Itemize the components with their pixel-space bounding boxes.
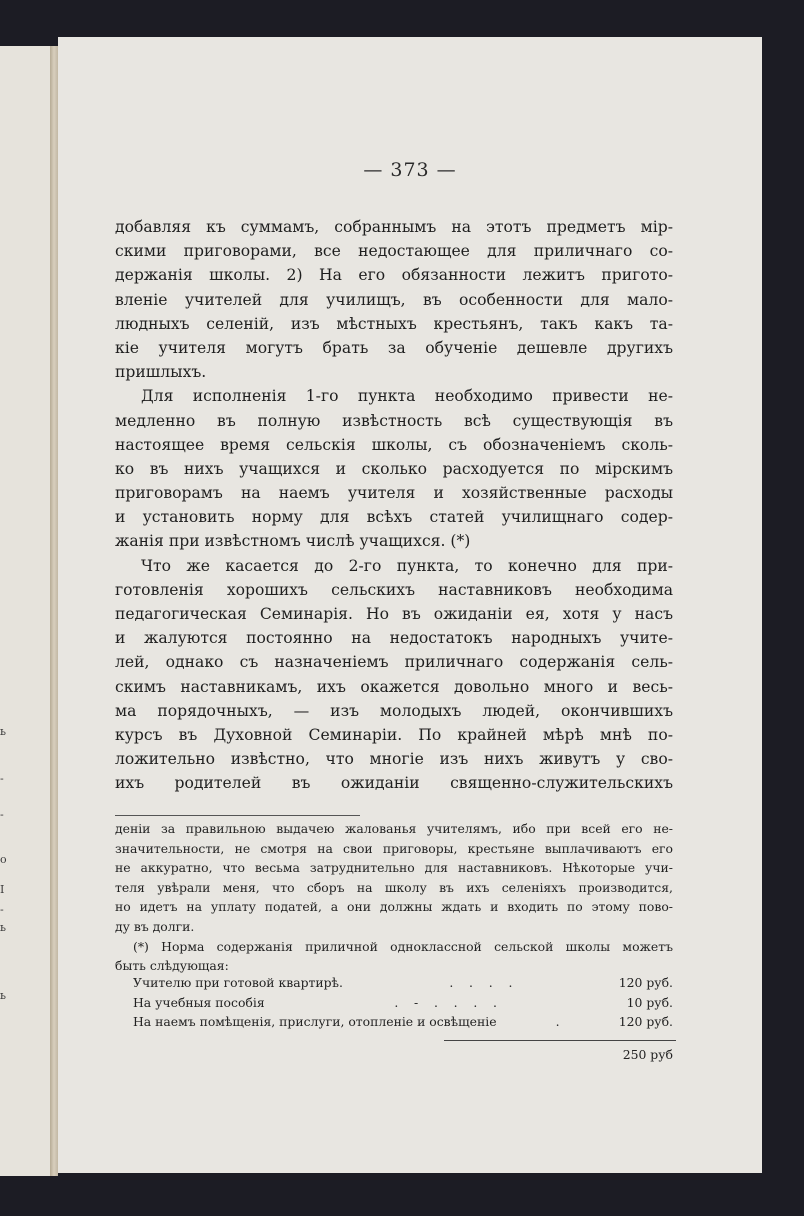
total-rule [444,1040,676,1041]
text-line: пришлыхъ. [115,363,207,382]
text-line: лей, однако съ назначеніемъ приличнаго содержанія сель- [115,653,673,672]
text-line: педагогическая Семинарія. Но въ ожиданіи ея, хотя у насъ [115,605,673,623]
text-line: курсъ въ Духовной Семинаріи. По крайней мѣрѣ мнѣ по- [115,725,673,744]
text-line: и установить норму для всѣхъ статей училищнаго содер- [115,508,673,527]
text-line: медленно въ полную извѣстность всѣ существующія въ [115,411,673,430]
norm-item-label: На наемъ помѣщенія, прислуги, отопленіе и освѣщеніе [133,1014,497,1030]
footnote-line: быть слѣдующая: [115,958,229,974]
text-line: готовленія хорошихъ сельскихъ наставниковъ необходима [115,580,673,599]
text-line: жанія при извѣстномъ числѣ учащихся. (*) [115,532,471,551]
facing-page [0,46,50,1176]
facing-page-edge-glyphs: ь - - о I - ь ь [0,725,7,1002]
main-text [115,215,673,796]
norm-item-amount: 120 руб. [618,975,673,990]
leader-dots: . [555,1014,560,1030]
text-line: скимъ наставникамъ, ихъ окажется довольно много и весь- [115,677,673,696]
book-page [58,37,762,1173]
text-line: и жалуются постоянно на недостатокъ народныхъ учите- [115,629,673,648]
norm-item-amount: 120 руб. [618,1014,673,1030]
footnote-line: деніи за правильною выдачею жалованья учителямъ, ибо при всей его не- [115,821,673,836]
norm-row [115,973,673,993]
text-line: ко въ нихъ учащихся и сколько расходуется по мірскимъ [115,459,673,478]
norm-row [115,1012,673,1032]
text-line: ихъ родителей въ ожиданіи священно-служительскихъ [115,774,673,793]
text-line: настоящее время сельскія школы, съ обозначеніемъ сколь- [115,435,673,454]
text-line: держанія школы. 2) На его обязанности лежитъ пригото- [115,266,673,285]
text-line: ма порядочныхъ, — изъ молодыхъ людей, окончившихъ [115,701,673,720]
footnote-line: не аккуратно, что весьма затруднительно для наставниковъ. Нѣкоторые учи- [115,860,673,876]
footnote-line: ду въ долги. [115,918,195,934]
footnote-separator [115,815,360,816]
text-line: вленіе учителей для училищъ, въ особенности для мало- [115,290,673,309]
norm-item-label: Учителю при готовой квартирѣ. [133,975,343,990]
page-number: — 373 — [363,159,457,181]
text-line: скими приговорами, все недостающее для приличнаго со- [115,242,673,261]
norm-row [115,993,673,1013]
text-line: Что же касается до 2-го пункта, то конечно для при- [141,556,673,575]
norm-table [115,973,673,1032]
footnote-line: но идетъ на уплату податей, а они должны ждать и входить по этому пово- [115,899,673,915]
text-line: Для исполненія 1-го пункта необходимо привести не- [141,387,673,406]
footnote-line: теля увѣрали меня, что сборъ на школу въ ихъ селеніяхъ производится, [115,879,673,895]
footnote-line: значительности, не смотря на свои приговоры, крестьяне выплачиваютъ его [115,840,673,856]
text-line: добавляя къ суммамъ, собраннымъ на этотъ предметъ мір- [115,218,673,236]
book-gutter [50,46,58,1176]
leader-dots: . - . . . . [394,994,497,1010]
footnote-line: (*) Норма содержанія приличной одноклассной сельской школы можетъ [133,938,673,954]
norm-total: 250 руб [622,1047,673,1062]
text-line: кіе учителя могутъ брать за обученіе дешевле другихъ [115,338,673,357]
footnote-text [115,819,673,976]
leader-dots: . . . . [449,975,513,990]
text-line: людныхъ селеній, изъ мѣстныхъ крестьянъ, такъ какъ та- [115,314,673,333]
norm-item-amount: 10 руб. [626,994,673,1010]
norm-item-label: На учебныя пособія [133,994,265,1010]
text-line: приговорамъ на наемъ учителя и хозяйственные расходы [115,484,673,503]
text-line: ложительно извѣстно, что многіе изъ нихъ живутъ у сво- [115,750,673,769]
